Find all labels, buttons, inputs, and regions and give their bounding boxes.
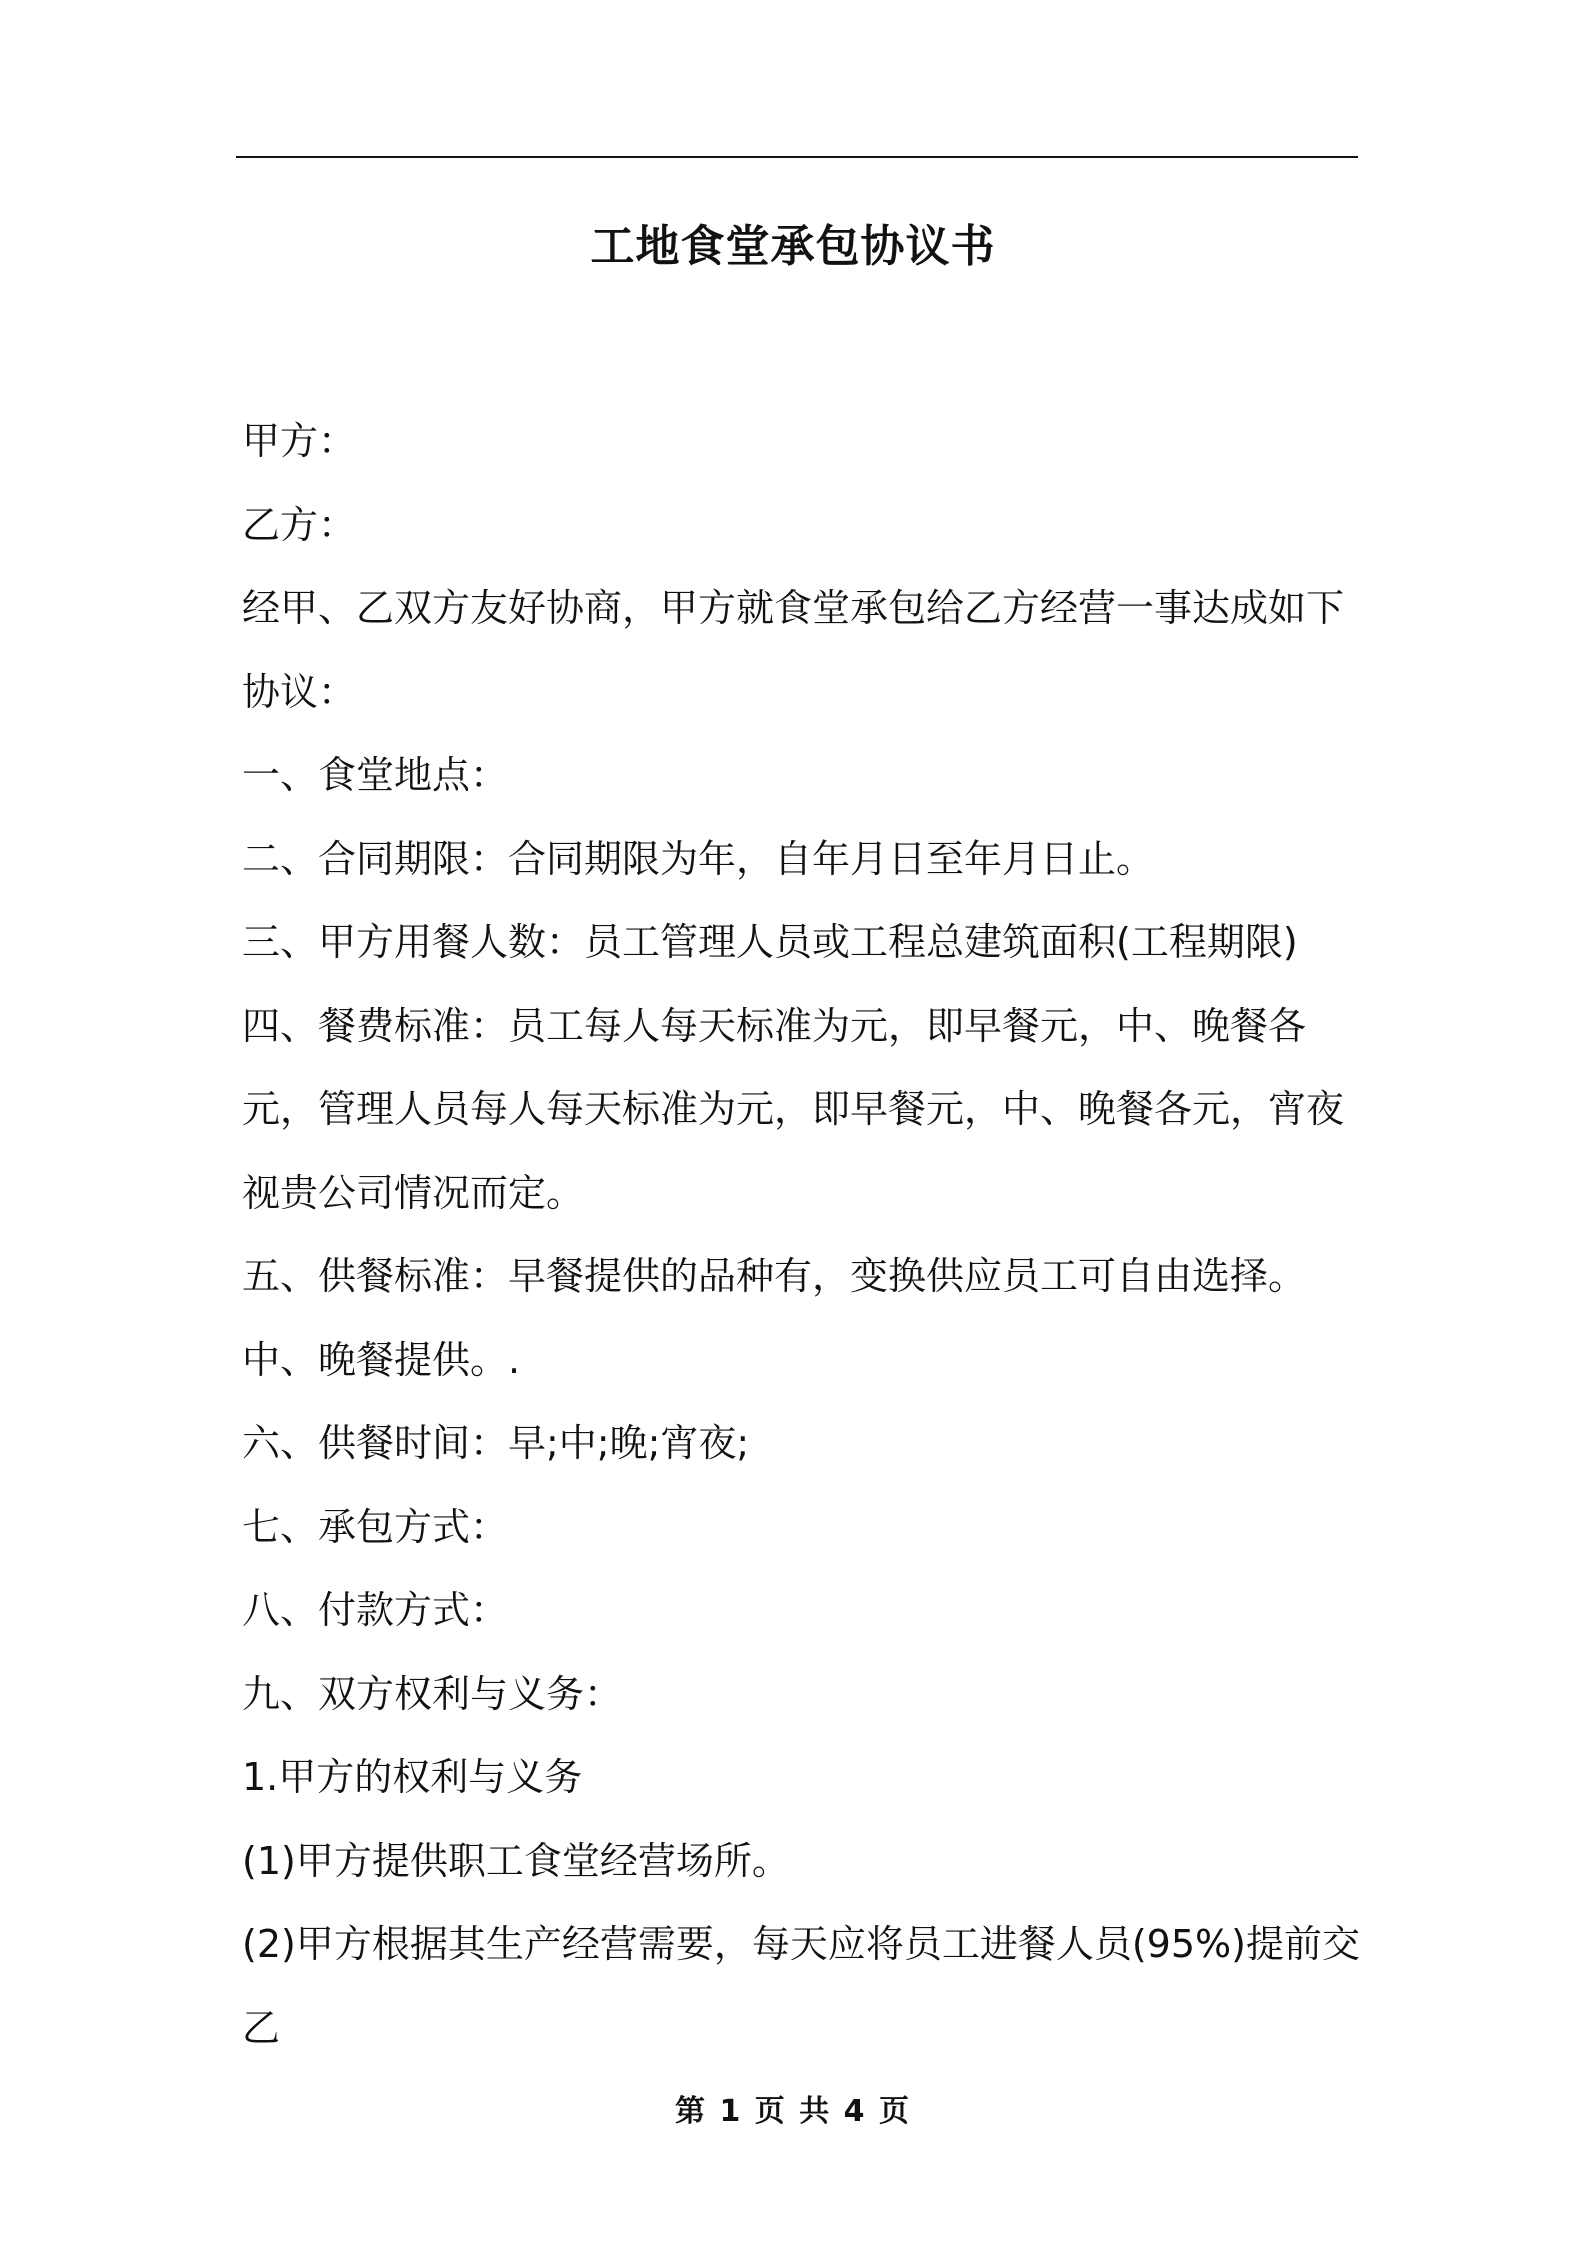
document-body [242,400,1362,2070]
clause-8-payment: 八、付款方式： [242,1588,509,1632]
paragraph-party-a: 甲方： [242,419,357,463]
clause-3-diners: 三、甲方用餐人数：员工管理人员或工程总建筑面积(工程期限) [242,920,1298,964]
item-2: (2)甲方根据其生产经营需要，每天应将员工进餐人员(95%)提前交乙 [242,1922,1360,2050]
clause-5-meal-standard: 五、供餐标准：早餐提供的品种有，变换供应员工可自由选择。中、晚餐提供。. [242,1254,1307,1382]
clause-7-contract-method: 七、承包方式： [242,1504,509,1549]
clause-1-location: 一、食堂地点： [242,753,509,797]
paragraph-party-b: 乙方： [242,502,357,547]
document-title: 工地食堂承包协议书 [590,221,996,272]
clause-4-meal-fee: 四、餐费标准：员工每人每天标准为元，即早餐元，中、晚餐各元，管理人员每人每天标准为元，即早餐元，中、晚餐各元，宵夜视贵公司情况而定。 [242,1003,1345,1215]
header-rule [236,156,1358,158]
subclause-1-party-a: 1.甲方的权利与义务 [242,1755,583,1799]
page-footer: 第 1 页 共 4 页 [675,2094,911,2129]
paragraph-intro: 经甲、乙双方友好协商，甲方就食堂承包给乙方经营一事达成如下协议： [242,586,1345,714]
clause-2-term: 二、合同期限：合同期限为年，自年月日至年月日止。 [242,836,1155,881]
clause-6-meal-time: 六、供餐时间：早;中;晚;宵夜; [242,1421,750,1465]
clause-9-rights-obligations: 九、双方权利与义务： [242,1671,623,1716]
item-1: (1)甲方提供职工食堂经营场所。 [242,1838,790,1883]
